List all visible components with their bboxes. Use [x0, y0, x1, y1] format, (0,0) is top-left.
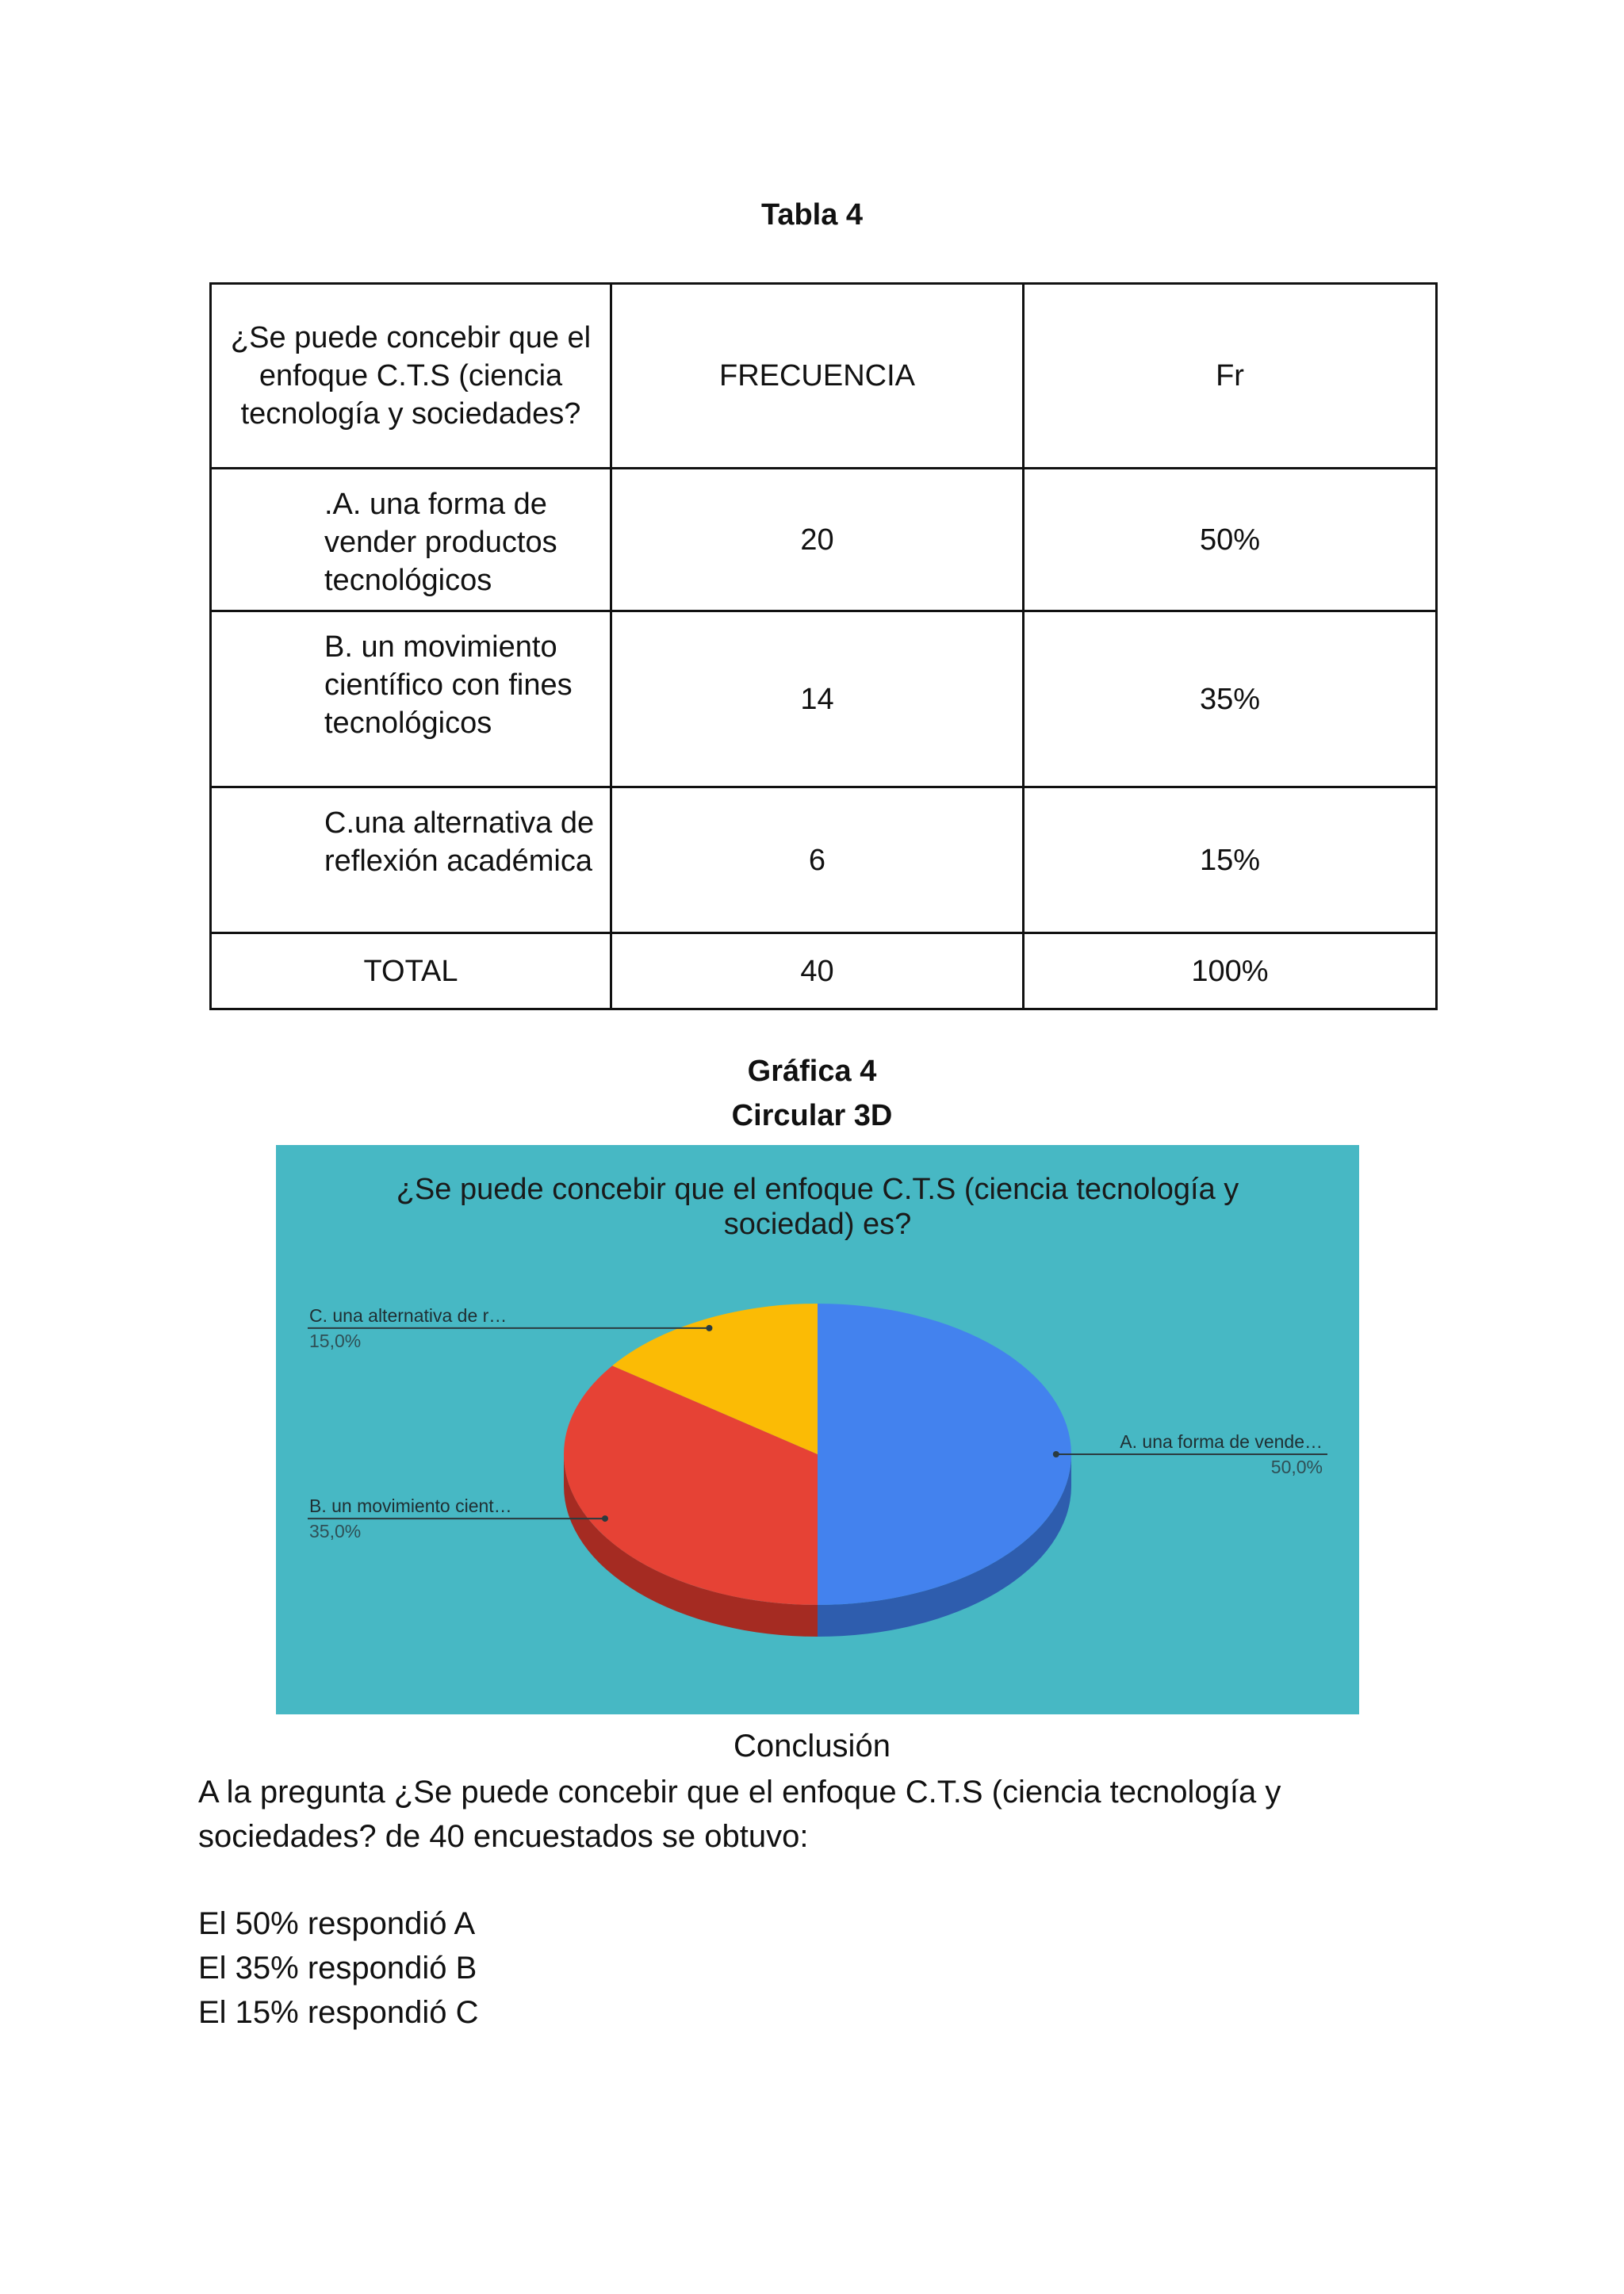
header-frequency: FRECUENCIA	[611, 284, 1024, 469]
header-relative: Fr	[1024, 284, 1437, 469]
slice-label: B. un movimiento cient…	[309, 1496, 512, 1517]
total-relative: 100%	[1024, 933, 1437, 1009]
row-frequency: 20	[611, 469, 1024, 611]
slice-label: A. una forma de vende…	[1120, 1431, 1323, 1452]
row-frequency: 14	[611, 611, 1024, 787]
row-option: .A. una forma de vender productos tecnológicos	[211, 469, 611, 611]
table-header-row	[211, 284, 1437, 469]
conclusion-result: El 15% respondió C	[198, 1995, 479, 2030]
slice-percent-label: 15,0%	[309, 1330, 362, 1351]
table-row	[211, 787, 1437, 933]
slice-percent-label: 50,0%	[1270, 1457, 1323, 1477]
table-row	[211, 611, 1437, 787]
pie-chart-svg	[276, 1145, 1359, 1714]
chart-subheading: Circular 3D	[731, 1099, 893, 1132]
conclusion-intro-line1: A la pregunta ¿Se puede concebir que el enfoque C.T.S (ciencia tecnología y	[198, 1775, 1281, 1810]
label-leader-dot	[1053, 1451, 1059, 1457]
table-title: Tabla 4	[760, 198, 864, 232]
slice-percent-label: 35,0%	[309, 1521, 362, 1542]
conclusion-result: El 50% respondió A	[198, 1906, 476, 1941]
table-row	[211, 469, 1437, 611]
chart-heading: Gráfica 4	[747, 1055, 877, 1088]
label-leader-dot	[602, 1515, 608, 1522]
row-option: B. un movimiento científico con fines tecnológicos	[211, 611, 611, 787]
row-relative: 50%	[1024, 469, 1437, 611]
row-option: C.una alternativa de reflexión académica	[211, 787, 611, 933]
table-total-row	[211, 933, 1437, 1009]
chart-title-line1: ¿Se puede concebir que el enfoque C.T.S (ciencia tecnología y	[396, 1173, 1239, 1206]
frequency-table	[209, 282, 1438, 1010]
row-relative: 15%	[1024, 787, 1437, 933]
conclusion-result: El 35% respondió B	[198, 1951, 477, 1986]
chart-title-line2: sociedad) es?	[723, 1208, 912, 1241]
header-question: ¿Se puede concebir que el enfoque C.T.S (ciencia tecnología y sociedades?	[211, 284, 611, 469]
row-relative: 35%	[1024, 611, 1437, 787]
conclusion-title: Conclusión	[733, 1729, 891, 1764]
row-frequency: 6	[611, 787, 1024, 933]
pie-chart	[276, 1145, 1359, 1714]
label-leader-dot	[706, 1325, 712, 1331]
conclusion-intro-line2: sociedades? de 40 encuestados se obtuvo:	[198, 1819, 809, 1854]
slice-label: C. una alternativa de r…	[309, 1304, 508, 1326]
total-label: TOTAL	[211, 933, 611, 1009]
total-frequency: 40	[611, 933, 1024, 1009]
